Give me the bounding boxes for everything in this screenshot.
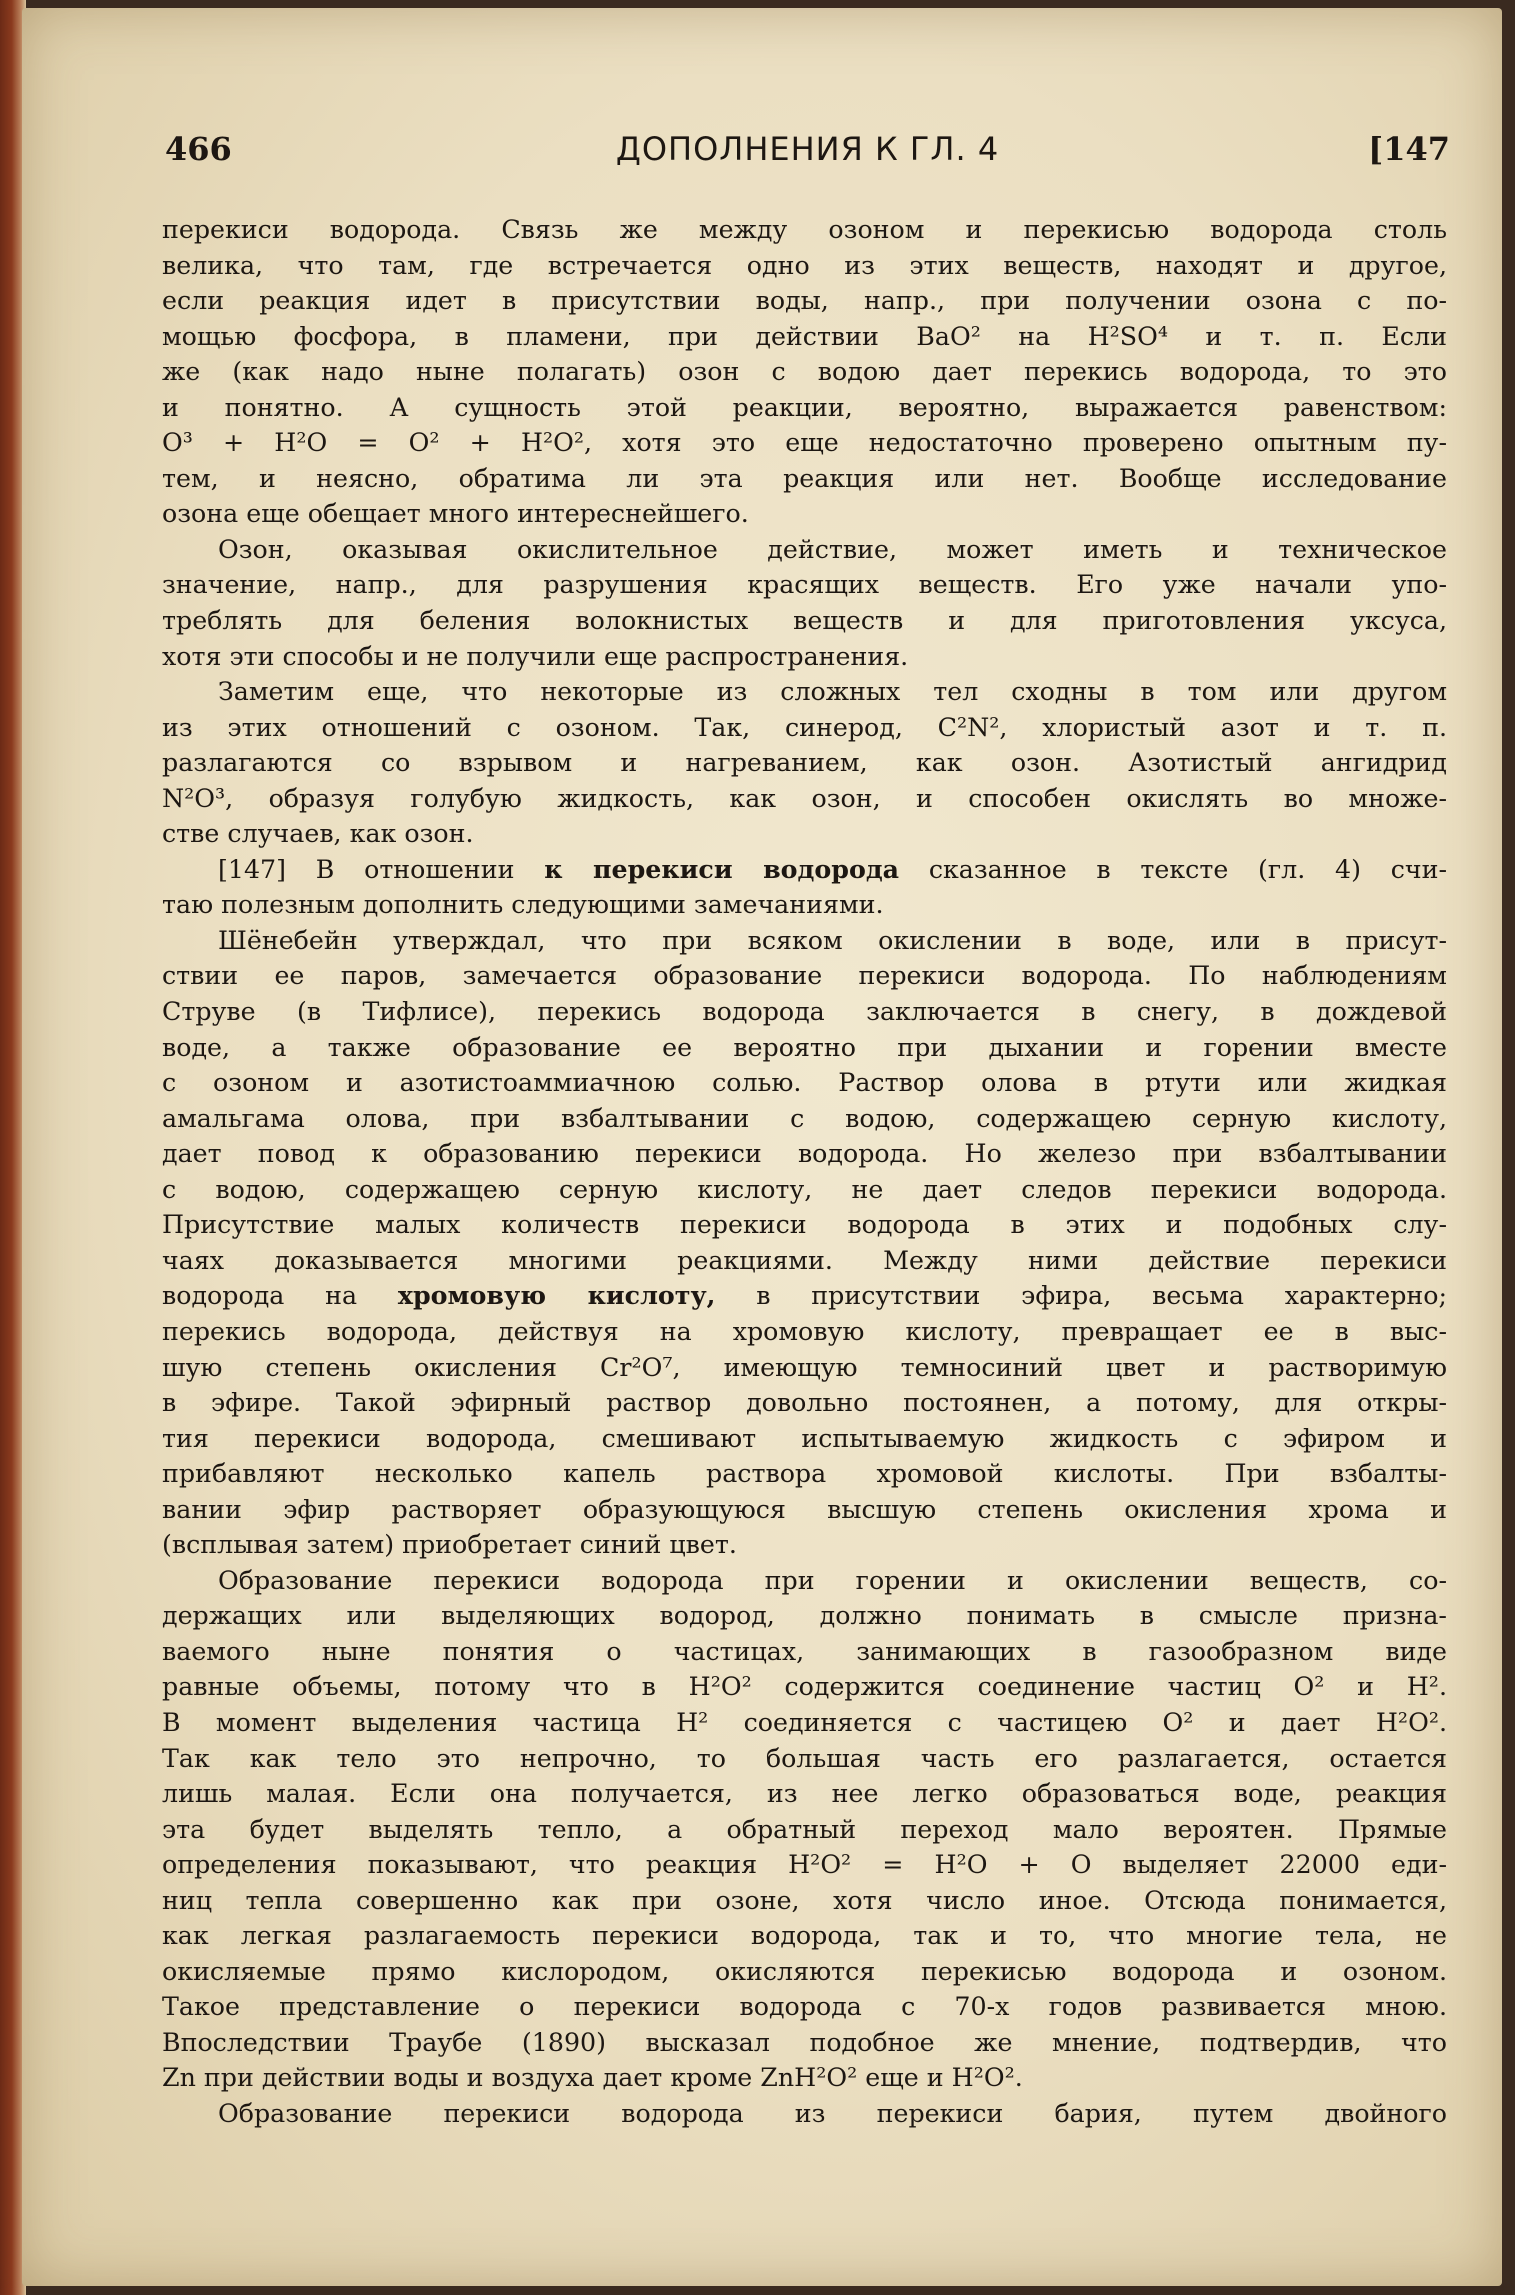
text-line: окисляемые прямо кислородом, окисляются перекисью водорода и озоном. <box>162 1956 1447 1986</box>
paragraph <box>162 674 1447 852</box>
paragraph <box>162 923 1447 1563</box>
text-line: прибавляют несколько капель раствора хромовой кислоты. При взбалты- <box>162 1459 1447 1489</box>
text-line: тем, и неясно, обратима ли эта реакция или нет. Вообще исследование <box>162 463 1447 493</box>
text-line: Струве (в Тифлисе), перекись водорода заключается в снегу, в дождевой <box>162 997 1447 1027</box>
text-line: озона еще обещает много интереснейшего. <box>162 499 749 529</box>
text-line: Озон, оказывая окислительное действие, может иметь и техническое <box>218 534 1447 564</box>
bold-term: к перекиси водорода <box>544 853 900 884</box>
page-number: 466 <box>165 130 232 168</box>
text-line: ниц тепла совершенно как при озоне, хотя число иное. Отсюда понимается, <box>162 1885 1447 1915</box>
text-line: лишь малая. Если она получается, из нее легко образоваться воде, реакция <box>162 1779 1447 1809</box>
text-line: таю полезным дополнить следующими замечаниями. <box>162 890 884 920</box>
text-line: амальгама олова, при взбалтывании с водою, содержащею серную кислоту, <box>162 1103 1447 1133</box>
paragraph <box>162 1563 1447 2096</box>
text-line: воде, а также образование ее вероятно при дыхании и горении вместе <box>162 1032 1447 1062</box>
paragraph <box>162 852 1447 923</box>
text-line: вании эфир растворяет образующуюся высшую степень окисления хрома и <box>162 1494 1447 1524</box>
text-line: тия перекиси водорода, смешивают испытываемую жидкость с эфиром и <box>162 1423 1447 1453</box>
bold-term: хромовую кислоту, <box>397 1280 716 1311</box>
running-title: ДОПОЛНЕНИЯ К ГЛ. 4 <box>615 130 1000 168</box>
text-line: чаях доказывается многими реакциями. Между ними действие перекиси <box>162 1245 1447 1275</box>
text-line: перекись водорода, действуя на хромовую кислоту, превращает ее в выс- <box>162 1316 1447 1346</box>
text-line: разлагаются со взрывом и нагреванием, как озон. Азотистый ангидрид <box>162 748 1447 778</box>
text-line: ствии ее паров, замечается образование перекиси водорода. По наблюдениям <box>162 961 1447 991</box>
text-line: с озоном и азотистоаммиачною солью. Раствор олова в ртути или жидкая <box>162 1068 1447 1098</box>
text-line: N²O³, образуя голубую жидкость, как озон, и способен окислять во множе- <box>162 783 1447 813</box>
text-line: Присутствие малых количеств перекиси водорода в этих и подобных слу- <box>162 1210 1447 1240</box>
text-line: определения показывают, что реакция H²O² = H²O + O выделяет 22000 еди- <box>162 1850 1447 1880</box>
text-line: Образование перекиси водорода из перекиси бария, путем двойного <box>218 2098 1447 2128</box>
text-line: если реакция идет в присутствии воды, напр., при получении озона с по- <box>162 286 1447 316</box>
text-line: с водою, содержащею серную кислоту, не дает следов перекиси водорода. <box>162 1174 1447 1204</box>
text-line: из этих отношений с озоном. Так, синерод, C²N², хлористый азот и т. п. <box>162 712 1447 742</box>
text-line: эта будет выделять тепло, а обратный переход мало вероятен. Прямые <box>162 1814 1447 1844</box>
paragraph <box>162 212 1447 532</box>
text-line: (всплывая затем) приобретает синий цвет. <box>162 1530 737 1560</box>
text-line: дает повод к образованию перекиси водорода. Но железо при взбалтывании <box>162 1139 1447 1169</box>
text-line: В момент выделения частица H² соединяется с частицею O² и дает H²O². <box>162 1707 1447 1737</box>
running-header <box>165 130 1450 180</box>
section-mark: [147 <box>1368 130 1450 168</box>
text-line: [147] В отношении к перекиси водорода сказанное в тексте (гл. 4) счи- <box>218 853 1448 884</box>
paragraph <box>162 532 1447 674</box>
text-line: Такое представление о перекиси водорода с 70-х годов развивается мною. <box>162 1992 1447 2022</box>
text-line: стве случаев, как озон. <box>162 819 474 849</box>
text-line: хотя эти способы и не получили еще распространения. <box>162 641 909 671</box>
text-line: перекиси водорода. Связь же между озоном и перекисью водорода столь <box>162 215 1447 244</box>
text-line: ваемого ныне понятия о частицах, занимающих в газообразном виде <box>162 1636 1447 1666</box>
text-line: и понятно. А сущность этой реакции, вероятно, выражается равенством: <box>162 392 1447 422</box>
paragraph <box>162 2096 1447 2132</box>
text-line: треблять для беления волокнистых веществ и для приготовления уксуса, <box>162 606 1447 636</box>
text-line: Шёнебейн утверждал, что при всяком окислении в воде, или в присут- <box>218 925 1447 955</box>
text-line: Так как тело это непрочно, то большая часть его разлагается, остается <box>162 1743 1447 1773</box>
text-line: велика, что там, где встречается одно из этих веществ, находят и другое, <box>162 250 1447 280</box>
text-line: O³ + H²O = O² + H²O², хотя это еще недостаточно проверено опытным пу- <box>162 428 1447 458</box>
body-text <box>162 212 1447 2132</box>
text-line: же (как надо ныне полагать) озон с водою дает перекись водорода, то это <box>162 357 1447 387</box>
text-line: значение, напр., для разрушения красящих веществ. Его уже начали упо- <box>162 570 1447 600</box>
text-line: держащих или выделяющих водород, должно понимать в смысле призна- <box>162 1601 1447 1631</box>
text-line: Zn при действии воды и воздуха дает кроме ZnH²O² еще и H²O². <box>162 2063 1023 2093</box>
text-line: Впоследствии Траубе (1890) высказал подобное же мнение, подтвердив, что <box>162 2027 1447 2057</box>
text-line: Заметим еще, что некоторые из сложных тел сходны в том или другом <box>218 677 1447 707</box>
text-line: Образование перекиси водорода при горении и окислении веществ, со- <box>218 1565 1447 1595</box>
text-line: как легкая разлагаемость перекиси водорода, так и то, что многие тела, не <box>162 1921 1447 1951</box>
text-line: водорода на хромовую кислоту, в присутствии эфира, весьма характерно; <box>162 1280 1448 1311</box>
text-line: в эфире. Такой эфирный раствор довольно постоянен, а потому, для откры- <box>162 1388 1447 1418</box>
text-line: мощью фосфора, в пламени, при действии BaO² на H²SO⁴ и т. п. Если <box>162 321 1447 351</box>
text-line: равные объемы, потому что в H²O² содержится соединение частиц O² и H². <box>162 1672 1447 1702</box>
text-line: шую степень окисления Cr²O⁷, имеющую темносиний цвет и растворимую <box>162 1352 1447 1382</box>
